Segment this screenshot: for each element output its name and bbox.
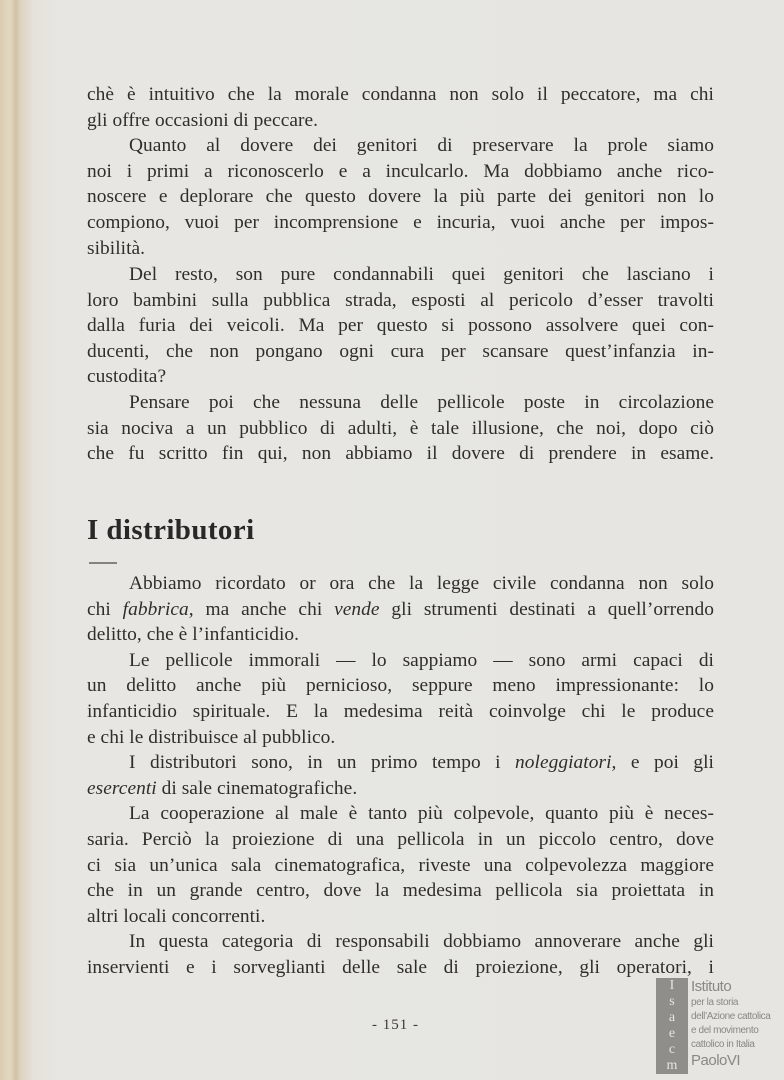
text-line: che in un grande centro, dove la medesima pellicola sia proiettata in bbox=[87, 880, 714, 902]
italic-term: fabbrica, bbox=[122, 598, 194, 620]
paragraph bbox=[87, 929, 714, 980]
text-line: gli offre occasioni di peccare. bbox=[87, 109, 319, 131]
section-heading: I distributori bbox=[87, 514, 255, 546]
logo-letter: a bbox=[668, 1010, 676, 1025]
paragraph bbox=[87, 82, 714, 133]
text-line: Le pellicole immorali — lo sappiamo — sono armi capaci di bbox=[129, 649, 714, 671]
paragraph bbox=[87, 262, 714, 390]
logo-letter: s bbox=[669, 994, 675, 1009]
text-run: di sale cinematografiche. bbox=[156, 777, 358, 799]
text-line: Quanto al dovere dei genitori di preservare la prole siamo bbox=[129, 135, 714, 157]
text-line: sibilità. bbox=[87, 237, 146, 259]
logo-line: e del movimento bbox=[691, 1025, 759, 1036]
logo-letter-column bbox=[656, 978, 688, 1074]
logo-title: Istituto bbox=[691, 978, 732, 995]
text-line: noscere e deplorare che questo dovere la più parte dei genitori non lo bbox=[87, 186, 714, 208]
text-line: infanticidio spirituale. E la medesima reità coinvolge chi le produce bbox=[87, 700, 714, 722]
text-line: noi i primi a riconoscerlo e a inculcarlo. Ma dobbiamo anche rico- bbox=[87, 160, 714, 182]
text-line: inservienti e i sorveglianti delle sale di proiezione, gli operatori, i bbox=[87, 956, 714, 978]
logo-name: PaoloVI bbox=[691, 1052, 741, 1069]
text-line: ducenti, che non pongano ogni cura per scansare quest’infanzia in- bbox=[87, 340, 714, 362]
text-line: un delitto anche più pernicioso, seppure meno impressionante: lo bbox=[87, 675, 714, 697]
text-line: chè è intuitivo che la morale condanna non solo il peccatore, ma chi bbox=[87, 84, 714, 105]
text-line: loro bambini sulla pubblica strada, esposti al pericolo d’esser travolti bbox=[87, 289, 714, 311]
page-number: - 151 - bbox=[372, 1017, 419, 1033]
text-line: sia nociva a un pubblico di adulti, è tale illusione, che noi, dopo ciò bbox=[87, 417, 714, 439]
logo-line: per la storia bbox=[691, 997, 739, 1008]
heading-rule bbox=[89, 562, 117, 564]
paragraph bbox=[87, 133, 714, 261]
text-line bbox=[87, 597, 714, 623]
logo-line: cattolico in Italia bbox=[691, 1039, 755, 1050]
italic-term: vende bbox=[334, 598, 380, 620]
paragraph bbox=[87, 801, 714, 929]
text-run: gli strumenti destinati a quell’orrendo bbox=[379, 598, 714, 620]
text-line: e chi le distribuisce al pubblico. bbox=[87, 726, 336, 748]
logo-letter: m bbox=[666, 1058, 678, 1073]
body-text-top bbox=[87, 82, 714, 261]
text-line: che fu scritto fin qui, non abbiamo il dovere di prendere in esame. bbox=[87, 443, 714, 465]
text-line: compiono, vuoi per incomprensione e incuria, vuoi anche per impos- bbox=[87, 211, 714, 233]
text-line: Pensare poi che nessuna delle pellicole poste in circolazione bbox=[129, 391, 714, 413]
text-line: Abbiamo ricordato or ora che la legge civile condanna non solo bbox=[129, 573, 714, 594]
text-line: saria. Perciò la proiezione di una pellicola in un piccolo centro, dove bbox=[87, 828, 714, 850]
paragraph bbox=[87, 648, 714, 750]
institute-watermark-logo bbox=[654, 978, 782, 1078]
text-run: e poi gli bbox=[616, 752, 714, 774]
text-line: dalla furia dei veicoli. Ma per questo si possono assolvere quei con- bbox=[87, 315, 714, 337]
text-run: I distributori sono, in un primo tempo i bbox=[129, 752, 516, 774]
italic-term: noleggiatori, bbox=[515, 752, 617, 774]
logo-letter: e bbox=[668, 1026, 676, 1041]
body-text-middle bbox=[87, 262, 714, 467]
text-line bbox=[87, 776, 714, 802]
paragraph bbox=[87, 390, 714, 467]
body-text-bottom bbox=[87, 571, 714, 981]
text-line bbox=[87, 750, 714, 776]
text-line: Del resto, son pure condannabili quei genitori che lasciano i bbox=[129, 264, 714, 285]
logo-text bbox=[691, 978, 782, 1070]
italic-term: esercenti bbox=[87, 777, 157, 799]
text-line: ci sia un’unica sala cinematografica, riveste una colpevolezza maggiore bbox=[87, 854, 714, 876]
text-line: custodita? bbox=[87, 366, 167, 388]
logo-letter: c bbox=[668, 1042, 676, 1057]
logo-line: dell’Azione cattolica bbox=[691, 1011, 771, 1022]
text-line: altri locali concorrenti. bbox=[87, 905, 266, 927]
text-line: In questa categoria di responsabili dobbiamo annoverare anche gli bbox=[129, 931, 714, 953]
text-line: La cooperazione al male è tanto più colpevole, quanto più è neces- bbox=[129, 803, 714, 825]
text-line: delitto, che è l’infanticidio. bbox=[87, 624, 300, 646]
logo-letter: I bbox=[669, 978, 675, 993]
text-run: ma anche chi bbox=[193, 598, 335, 620]
text-run: chi bbox=[87, 598, 123, 620]
paragraph bbox=[87, 750, 714, 801]
paragraph bbox=[87, 571, 714, 648]
